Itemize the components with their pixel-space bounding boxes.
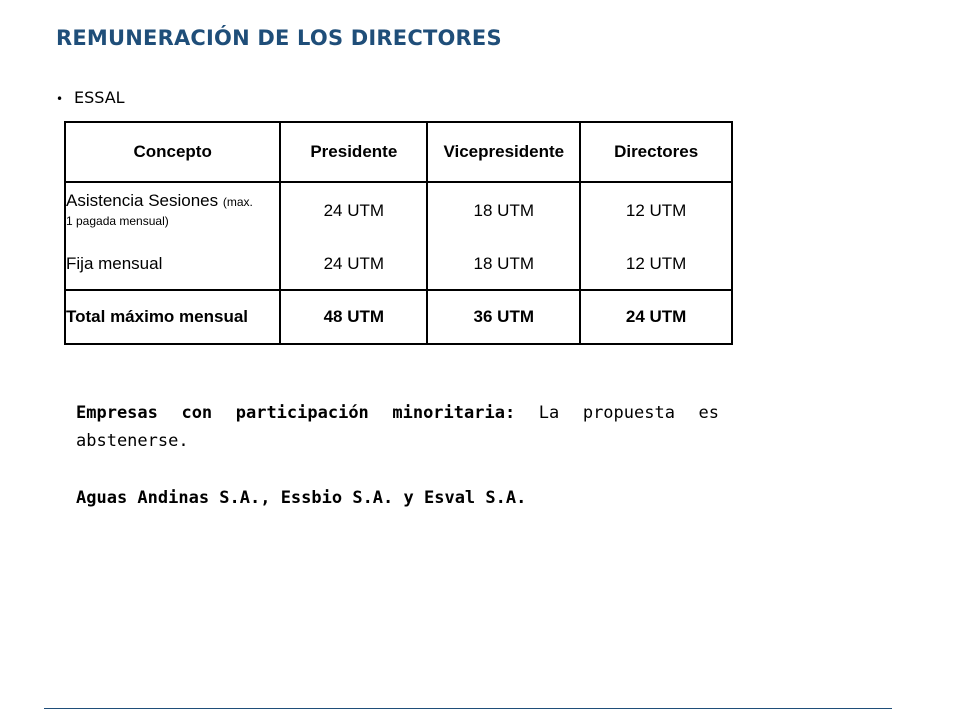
table-row — [65, 239, 732, 290]
footer-divider — [44, 708, 892, 709]
paragraph-bold-lead: Empresas con participación minoritaria: — [76, 403, 516, 423]
row-label-note: (max. — [222, 195, 253, 209]
row-label-note-2: 1 pagada mensual) — [66, 214, 169, 228]
remuneration-table — [64, 121, 733, 345]
cell-value: 12 UTM — [580, 239, 732, 290]
total-value: 48 UTM — [280, 290, 427, 344]
header-vicepresidente: Vicepresidente — [427, 122, 580, 182]
bullet-item — [56, 88, 125, 107]
page-title: REMUNERACIÓN DE LOS DIRECTORES — [56, 26, 502, 50]
table-row — [65, 182, 732, 239]
total-value: 36 UTM — [427, 290, 580, 344]
cell-value: 12 UTM — [580, 182, 732, 239]
bullet-dot: • — [56, 91, 64, 106]
cell-value: 18 UTM — [427, 239, 580, 290]
table-total-row — [65, 290, 732, 344]
row-label-asistencia — [65, 182, 280, 239]
paragraph-text: La propuesta es abstenerse. — [76, 403, 719, 451]
row-label-fija: Fija mensual — [65, 239, 280, 290]
header-presidente: Presidente — [280, 122, 427, 182]
minority-paragraph — [76, 399, 719, 455]
cell-value: 18 UTM — [427, 182, 580, 239]
header-concepto: Concepto — [65, 122, 280, 182]
companies-line: Aguas Andinas S.A., Essbio S.A. y Esval S.A. — [76, 488, 527, 508]
header-directores: Directores — [580, 122, 732, 182]
bullet-text: ESSAL — [74, 88, 125, 107]
total-value: 24 UTM — [580, 290, 732, 344]
row-label-total: Total máximo mensual — [65, 290, 280, 344]
cell-value: 24 UTM — [280, 239, 427, 290]
row-label-main: Asistencia Sesiones — [66, 191, 219, 210]
cell-value: 24 UTM — [280, 182, 427, 239]
table-header-row — [65, 122, 732, 182]
